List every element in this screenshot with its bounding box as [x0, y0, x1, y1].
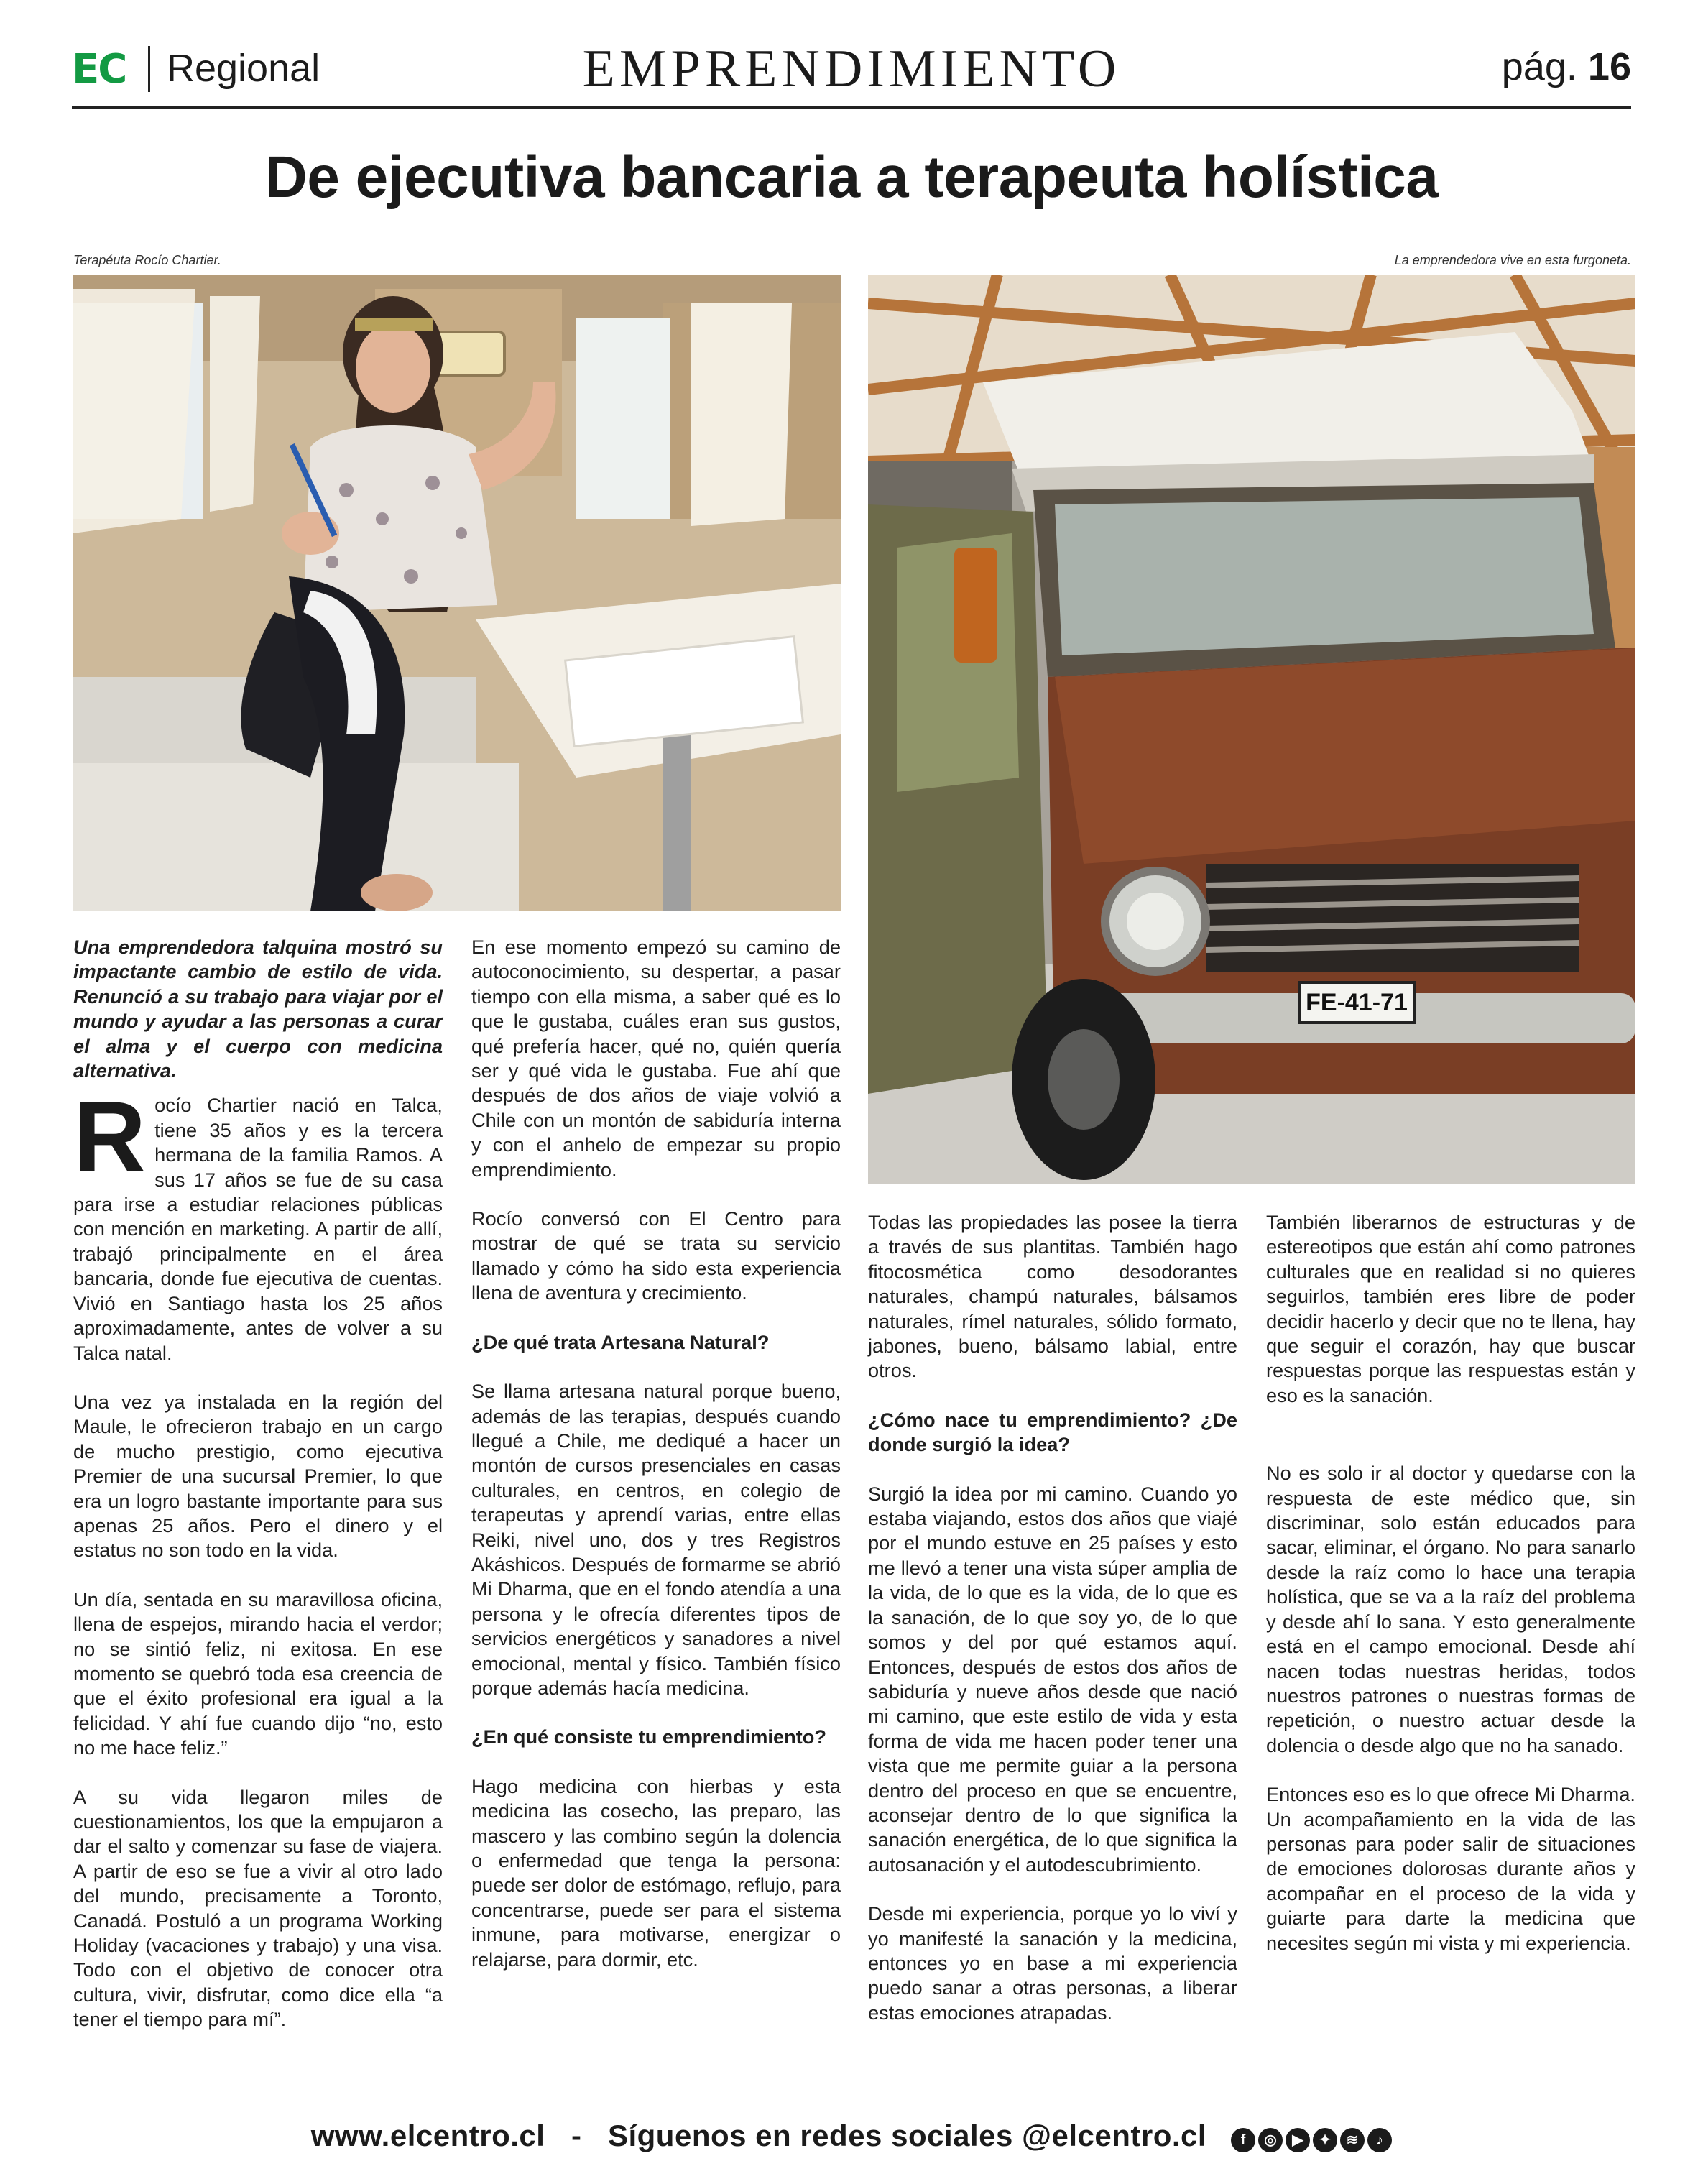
social-icons	[1228, 2121, 1392, 2155]
interview-question: ¿De qué trata Artesana Natural?	[471, 1330, 770, 1353]
page-prefix: pág.	[1501, 45, 1577, 88]
page-footer	[0, 2119, 1703, 2155]
article-paragraph: Desde mi experiencia, porque yo lo viví y yo manifesté la sanación y la medicina, entonces yo en base a mi experiencia puedo sanar a otras personas, a liberar estas emociones atrapadas.	[868, 1902, 1237, 2024]
rubric-title: EMPRENDIMIENTO	[582, 40, 1121, 98]
article-paragraph: Todas las propiedades las posee la tierra a través de sus plantitas. También hago fitocosmética como desodorantes naturales, champú naturales, bálsamos naturales, rímel naturales, sólido formato, jabones, bueno, bálsamo labial, entre otros.	[868, 1211, 1237, 1382]
twitter-icon[interactable]: ✦	[1313, 2128, 1337, 2152]
drop-cap: R	[73, 1080, 147, 1194]
article-paragraph: También liberarnos de estructuras y de estereotipos que están ahí como patrones culturales que en realidad si no quieres seguirlos, también eres libre de poder decidir hacerlo y decir que no te llena, hay que seguir el corazón, hay que buscar respuestas porque las respuestas están y eso es la sanación.	[1266, 1211, 1635, 1406]
photo-caption-left: Terapéuta Rocío Chartier.	[73, 253, 221, 267]
article-lead: Una emprendedora talquina mostró su impactante cambio de estilo de vida. Renunció a su trabajo para viajar por el mundo y ayudar a las personas a curar el alma y el cuerpo con medicina alternativa.	[73, 936, 443, 1082]
footer-url[interactable]: www.elcentro.cl	[310, 2119, 545, 2152]
article-column-3	[868, 1210, 1237, 2050]
tiktok-icon[interactable]: ♪	[1367, 2128, 1392, 2152]
page-header	[72, 37, 1631, 109]
paragraph-spacer	[1266, 1432, 1635, 1461]
article-paragraph: Rocío conversó con El Centro para mostrar de qué se trata su servicio llamado y cómo ha sido esta experiencia llena de aventura y crecimiento.	[471, 1207, 841, 1304]
footer-separator: -	[571, 2119, 582, 2152]
article-paragraph: Una vez ya instalada en la región del Maule, le ofrecieron trabajo en un cargo de mucho prestigio, como ejecutiva Premier de una sucursal Premier, lo que era un logro bastante importante para sus apenas 25 años. Pero el dinero y el estatus no son todo en la vida.	[73, 1390, 443, 1562]
facebook-icon[interactable]: f	[1231, 2128, 1255, 2152]
article-paragraph: Entonces eso es lo que ofrece Mi Dharma. Un acompañamiento en la vida de las personas para poder salir de situaciones de emociones dolorosas durante años y acompañar en el proceso de la vida y guiarte para darte la medicina que necesites según mi vista y mi experiencia.	[1266, 1783, 1635, 1954]
interview-question: ¿En qué consiste tu emprendimiento?	[471, 1725, 826, 1748]
interview-answer: Hago medicina con hierbas y esta medicina las cosecho, las preparo, las mascero y las combino según la dolencia o enfermedad que tenga la persona: puede ser dolor de estómago, reflujo, para concentrarse, puede ser para el sistema inmune, para motivarse, energizar o relajarse, para dormir, etc.	[471, 1774, 841, 1971]
license-plate: FE-41-71	[1306, 989, 1408, 1016]
page-number-value: 16	[1587, 45, 1631, 88]
photo-woman-in-van	[73, 275, 841, 911]
paragraph-text: ocío Chartier nació en Talca, tiene 35 años y es la tercera hermana de la familia Ramos. A sus 17 años se fue de su casa para irse a estudiar relaciones públicas con mención en marketing. A partir de allí, trabajó principalmente en el área bancaria, donde fue ejecutiva de cuentas. Vivió en Santiago hasta los 25 años aproximadamente, antes de volver a su Talca natal.	[73, 1094, 443, 1364]
instagram-icon[interactable]: ◎	[1258, 2128, 1283, 2152]
photo-vintage-van	[868, 275, 1635, 1184]
section-name: Regional	[167, 47, 320, 90]
article-column-1	[73, 935, 443, 2057]
article-paragraph	[73, 1080, 443, 1365]
article-paragraph: En ese momento empezó su camino de autoconocimiento, su despertar, a pasar tiempo con ella misma, a saber qué es lo que le gustaba, cuáles eran sus gustos, qué prefería hacer, qué no, quién quería ser y qué vida le gustaba. Fue ahí que después de dos años de viaje volvió a Chile con un montón de sabiduría interna y con el anhelo de empezar su propio emprendimiento.	[471, 936, 841, 1181]
interview-answer: Se llama artesana natural porque bueno, además de las terapias, después cuando llegué a Chile, me dediqué a hacer un montón de cursos presenciales en casas culturales, en centros, en colegio de terapeutas y aprendí varias, entre ellas Reiki, nivel uno, dos y tres Registros Akáshicos. Después de formarme se abrió Mi Dharma, que en el fondo atendía a una persona y le ofrecía diferentes tipos de servicios energéticos y sanadores a nivel emocional, mental y físico. También físico porque además hacía medicina.	[471, 1380, 841, 1699]
page-number	[1502, 45, 1631, 89]
youtube-icon[interactable]: ▶	[1286, 2128, 1310, 2152]
spotify-icon[interactable]: ≋	[1340, 2128, 1365, 2152]
footer-social-text: Síguenos en redes sociales @elcentro.cl	[607, 2119, 1207, 2152]
interview-answer: Surgió la idea por mi camino. Cuando yo estaba viajando, estos dos años que viajé por el mundo estuve en 25 países y esto me llevó a tener una vista súper amplia de la vida, de lo que es la vida, de lo que es la sanación, de lo que soy yo, de lo que somos y del por qué estamos aquí. Entonces, después de estos dos años de sabiduría y nueve años desde que nació mi camino, que este estilo de vida y esta forma de vida me hacen poder tener una vista que me permite guiar a la persona dentro del proceso en que se encuentre, aconsejar dentro de lo que significa la sanación energética, de lo que significa la autosanación y el autodescubrimiento.	[868, 1482, 1237, 1876]
interview-question: ¿Cómo nace tu emprendimiento? ¿De donde surgió la idea?	[868, 1408, 1237, 1456]
article-paragraph: No es solo ir al doctor y quedarse con la respuesta de este médico que, sin discriminar, solo están educados para sacar, eliminar, el órgano. No para sanarlo desde la raíz como lo hace una terapia holística, que se va a la raíz del problema y desde ahí lo sana. Y esto generalmente está en el campo emocional. Desde ahí nacen todas nuestras heridas, todos nuestros patrones o nuestras formas de repetición, o nuestro actuar desde la dolencia o desde algo que no ha sanado.	[1266, 1462, 1635, 1756]
article-column-2	[471, 935, 841, 1996]
newspaper-logo: EC	[72, 46, 126, 93]
photo-caption-right: La emprendedora vive en esta furgoneta.	[1394, 253, 1631, 267]
article-paragraph: Un día, sentada en su maravillosa oficina, llena de espejos, mirando hacia el verdor; no se sintió feliz, ni exitosa. En ese momento se quebró toda esa creencia de que el éxito profesional era igual a la felicidad. Y ahí fue cuando dijo “no, esto no me hace feliz.”	[73, 1588, 443, 1759]
article-column-4	[1266, 1210, 1635, 1980]
article-paragraph: A su vida llegaron miles de cuestionamientos, los que la empujaron a dar el salto y comenzar su fase de viajera. A partir de eso se fue a vivir al otro lado del mundo, precisamente a Toronto, Canadá. Postuló a un programa Working Holiday (vacaciones y trabajo) y una visa. Todo con el objetivo de conocer otra cultura, vivir, disfrutar, como dice ella “a tener el tiempo para mí”.	[73, 1785, 443, 2031]
article-headline: De ejecutiva bancaria a terapeuta holística	[264, 144, 1439, 210]
